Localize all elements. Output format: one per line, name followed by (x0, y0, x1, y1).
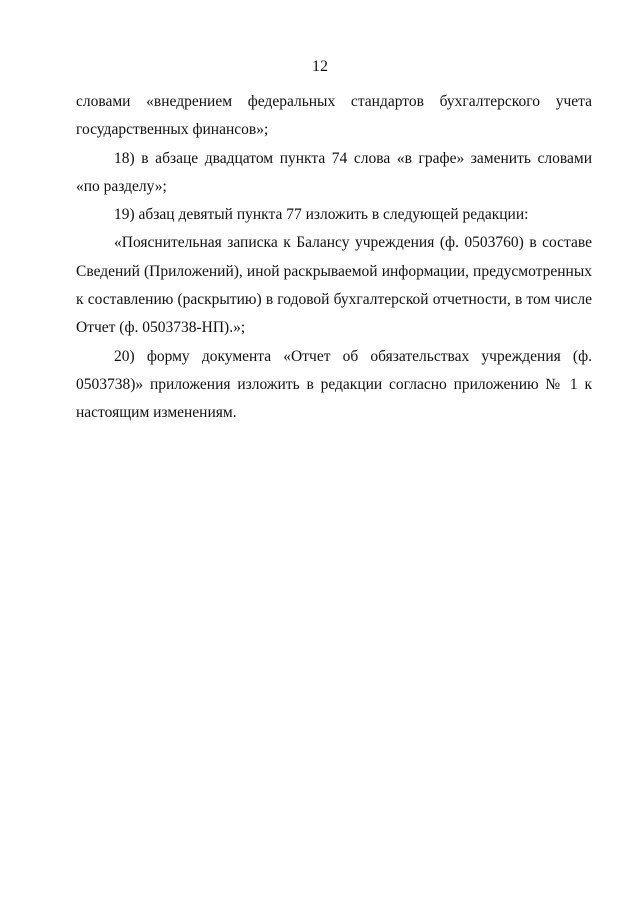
paragraph-item-19: 19) абзац девятый пункта 77 изложить в следующей редакции: (114, 206, 529, 224)
paragraph-item-18: 18) в абзаце двадцатом пункта 74 слова «в графе» заменить словами «по разделу»; (76, 149, 592, 195)
paragraph-continuation: словами «внедрением федеральных стандартов бухгалтерского учета государственных финансов»; (76, 93, 592, 139)
document-body (76, 88, 592, 428)
paragraph-item-20: 20) форму документа «Отчет об обязательствах учреждения (ф. 0503738)» приложения изложить в редакции согласно приложению № 1 к настоящим изменениям. (76, 347, 592, 422)
paragraph-quoted-text: «Пояснительная записка к Балансу учреждения (ф. 0503760) в составе Сведений (Приложений), иной раскрываемой информации, предусмотренных к составлению (раскрытию) в годовой бухгалтерской отчетности, в том числе Отчет (ф. 0503738-НП).»; (76, 234, 592, 337)
page-number: 12 (312, 58, 328, 75)
